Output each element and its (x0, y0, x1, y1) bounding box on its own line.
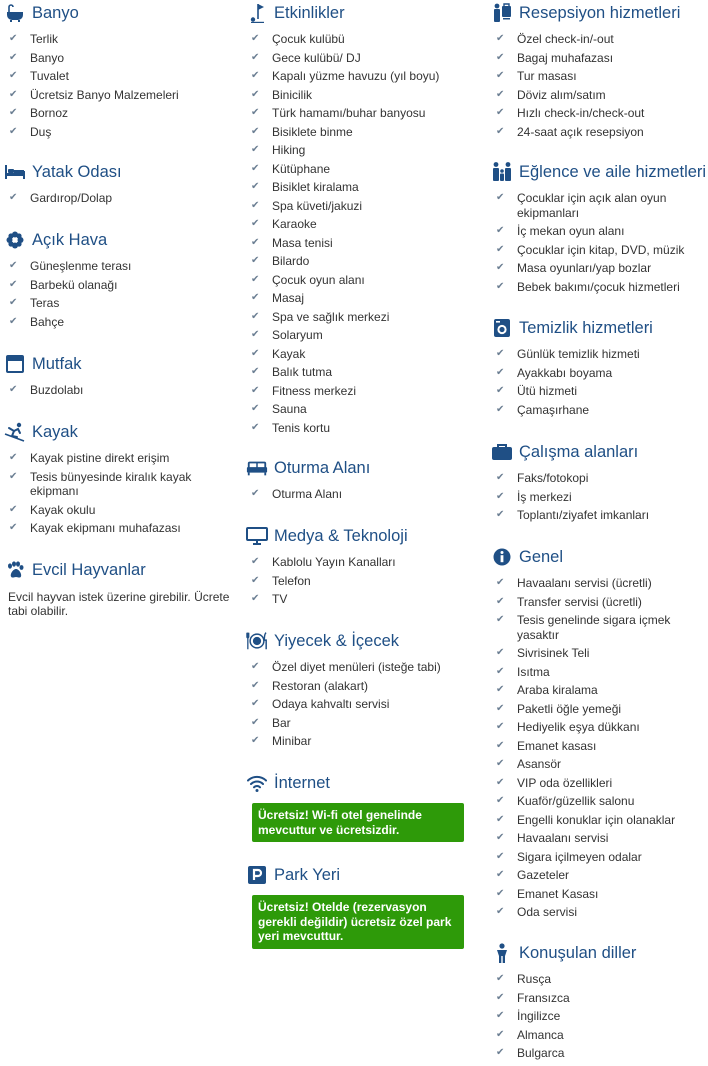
section-temizlik-hizmetleri (491, 317, 706, 421)
section-oturma-alani (246, 457, 478, 506)
facility-item: ✔ Bulgarca (491, 1046, 706, 1061)
facility-item: ✔ Özel check-in/-out (491, 32, 706, 47)
facility-item: ✔ Fransızca (491, 991, 706, 1006)
facility-item: ✔ Faks/fotokopi (491, 471, 706, 486)
facility-item: ✔ Çocuklar için kitap, DVD, müzik (491, 243, 706, 258)
facility-item: ✔ Teras (4, 296, 236, 311)
facility-item: ✔ Solaryum (246, 328, 478, 343)
facility-item: ✔ Telefon (246, 574, 478, 589)
section-calisma-alanlari (491, 441, 706, 527)
facility-list (491, 347, 706, 417)
section-banyo (4, 2, 236, 143)
facility-list (491, 972, 706, 1061)
free-description: Wi-fi otel genelinde mevcuttur ve ücretsizdir. (258, 808, 422, 837)
facility-item: ✔ Tenis kortu (246, 421, 478, 436)
facility-list (246, 555, 478, 607)
facility-item: ✔ Çocuk oyun alanı (246, 273, 478, 288)
facility-item: ✔ Bahçe (4, 315, 236, 330)
facility-item: ✔ Ayakkabı boyama (491, 366, 706, 381)
facility-item: ✔ Döviz alım/satım (491, 88, 706, 103)
facility-item: ✔ Spa küveti/jakuzi (246, 199, 478, 214)
facility-item: ✔ Engelli konuklar için olanaklar (491, 813, 706, 828)
section-header (246, 2, 478, 24)
facility-item: ✔ Balık tutma (246, 365, 478, 380)
facility-item: ✔ Hediyelik eşya dükkanı (491, 720, 706, 735)
section-header (246, 630, 478, 652)
section-header (491, 441, 706, 463)
free-label: Ücretsiz! (258, 900, 309, 914)
section-title: Konuşulan diller (519, 943, 637, 962)
facility-list (491, 191, 706, 294)
section-title: İnternet (274, 773, 330, 792)
dining-icon (246, 630, 268, 652)
facility-item: ✔ Çocuk kulübü (246, 32, 478, 47)
pets-policy-note: Evcil hayvan istek üzerine girebilir. Ücrete tabi olabilir. (8, 590, 230, 618)
facility-item: ✔ Minibar (246, 734, 478, 749)
facility-item: ✔ Masa oyunları/yap bozlar (491, 261, 706, 276)
section-title: Medya & Teknoloji (274, 526, 408, 545)
facility-item: ✔ Gardırop/Dolap (4, 191, 236, 206)
facility-item: ✔ Havaalanı servisi (491, 831, 706, 846)
ski-icon (4, 421, 26, 443)
facility-item: ✔ Havaalanı servisi (ücretli) (491, 576, 706, 591)
section-title: Eğlence ve aile hizmetleri (519, 162, 707, 181)
facility-item: ✔ Emanet kasası (491, 739, 706, 754)
section-title: Çalışma alanları (519, 442, 639, 461)
facility-item: ✔ Tuvalet (4, 69, 236, 84)
section-header (4, 161, 236, 183)
section-header (491, 317, 706, 339)
section-header (491, 2, 706, 24)
section-title: Kayak (32, 422, 78, 441)
facility-item: ✔ Kuaför/güzellik salonu (491, 794, 706, 809)
facility-item: ✔ Barbekü olanağı (4, 278, 236, 293)
free-internet-badge (252, 803, 464, 842)
monitor-icon (246, 525, 268, 547)
facility-item: ✔ Duş (4, 125, 236, 140)
facility-item: ✔ Transfer servisi (ücretli) (491, 595, 706, 610)
facility-item: ✔ Kapalı yüzme havuzu (yıl boyu) (246, 69, 478, 84)
facility-item: ✔ Buzdolabı (4, 383, 236, 398)
section-header (4, 353, 236, 375)
facility-list (4, 383, 236, 398)
bed-icon (4, 161, 26, 183)
facility-item: ✔ Kayak (246, 347, 478, 362)
section-title: Resepsiyon hizmetleri (519, 3, 681, 22)
section-acik-hava (4, 229, 236, 333)
facility-item: ✔ Kablolu Yayın Kanalları (246, 555, 478, 570)
section-genel (491, 546, 706, 924)
facility-item: ✔ Banyo (4, 51, 236, 66)
facility-item: ✔ Tur masası (491, 69, 706, 84)
section-title: Açık Hava (32, 230, 108, 249)
parking-icon (246, 864, 268, 886)
section-header (246, 864, 478, 886)
facility-item: ✔ Terlik (4, 32, 236, 47)
section-header (246, 772, 478, 794)
facility-item: ✔ Rusça (491, 972, 706, 987)
facility-item: ✔ Masa tenisi (246, 236, 478, 251)
facility-item: ✔ Bebek bakımı/çocuk hizmetleri (491, 280, 706, 295)
facility-item: ✔ İç mekan oyun alanı (491, 224, 706, 239)
briefcase-icon (491, 441, 513, 463)
wifi-icon (246, 772, 268, 794)
facility-item: ✔ Sivrisinek Teli (491, 646, 706, 661)
info-icon (491, 546, 513, 568)
section-title: Oturma Alanı (274, 458, 371, 477)
facility-item: ✔ Bar (246, 716, 478, 731)
section-header (4, 229, 236, 251)
facility-item: ✔ Kayak pistine direkt erişim (4, 451, 236, 466)
facility-item: ✔ Paketli öğle yemeği (491, 702, 706, 717)
washing-machine-icon (491, 317, 513, 339)
facility-item: ✔ Kayak okulu (4, 503, 236, 518)
facility-item: ✔ TV (246, 592, 478, 607)
facility-item: ✔ Hızlı check-in/check-out (491, 106, 706, 121)
facility-item: ✔ Ütü hizmeti (491, 384, 706, 399)
facility-item: ✔ Isıtma (491, 665, 706, 680)
facility-item: ✔ Tesis bünyesinde kiralık kayak ekipmanı (4, 470, 236, 499)
facility-item: ✔ Emanet Kasası (491, 887, 706, 902)
facility-item: ✔ Odaya kahvaltı servisi (246, 697, 478, 712)
concierge-icon (491, 2, 513, 24)
facility-item: ✔ Bisiklete binme (246, 125, 478, 140)
facility-list (4, 32, 236, 139)
sofa-icon (246, 457, 268, 479)
section-konusulan-diller (491, 942, 706, 1065)
flower-icon (4, 229, 26, 251)
facility-item: ✔ Sigara içilmeyen odalar (491, 850, 706, 865)
facility-item: ✔ Bornoz (4, 106, 236, 121)
facility-item: ✔ Oturma Alanı (246, 487, 478, 502)
kitchen-icon (4, 353, 26, 375)
section-title: Evcil Hayvanlar (32, 560, 146, 579)
facility-list (4, 259, 236, 329)
free-park-yeri-badge (252, 895, 464, 949)
facility-item: ✔ Spa ve sağlık merkezi (246, 310, 478, 325)
facility-item: ✔ Sauna (246, 402, 478, 417)
facility-list (4, 451, 236, 536)
facility-item: ✔ VIP oda özellikleri (491, 776, 706, 791)
facility-item: ✔ Kayak ekipmanı muhafazası (4, 521, 236, 536)
facility-list (246, 487, 478, 502)
free-label: Ücretsiz! (258, 808, 309, 822)
section-title: Park Yeri (274, 865, 341, 884)
facility-list (246, 32, 478, 435)
facility-item: ✔ Hiking (246, 143, 478, 158)
facility-item: ✔ Çamaşırhane (491, 403, 706, 418)
section-title: Temizlik hizmetleri (519, 318, 653, 337)
speaker-icon (491, 942, 513, 964)
facility-item: ✔ Fitness merkezi (246, 384, 478, 399)
facility-item: ✔ Türk hamamı/buhar banyosu (246, 106, 478, 121)
facility-item: ✔ Asansör (491, 757, 706, 772)
section-title: Yiyecek & İçecek (274, 631, 400, 650)
facility-list (491, 471, 706, 523)
section-medya-teknoloji (246, 525, 478, 611)
section-title: Genel (519, 547, 564, 566)
free-description: Otelde (rezervasyon gerekli değildir) ücretsiz özel park yeri mevcuttur. (258, 900, 452, 943)
section-header (4, 559, 236, 581)
section-header (246, 457, 478, 479)
bath-icon (4, 2, 26, 24)
facility-item: ✔ Çocuklar için açık alan oyun ekipmanları (491, 191, 706, 220)
facility-item: ✔ Özel diyet menüleri (isteğe tabi) (246, 660, 478, 675)
section-resepsiyon-hizmetleri (491, 2, 706, 143)
facility-item: ✔ Toplantı/ziyafet imkanları (491, 508, 706, 523)
facility-list (491, 32, 706, 139)
facility-item: ✔ Oda servisi (491, 905, 706, 920)
facility-list (246, 660, 478, 749)
facility-item: ✔ Binicilik (246, 88, 478, 103)
section-internet (246, 772, 478, 842)
facility-item: ✔ Masaj (246, 291, 478, 306)
section-header (4, 2, 236, 24)
section-header (246, 525, 478, 547)
facility-item: ✔ Gece kulübü/ DJ (246, 51, 478, 66)
facility-item: ✔ Bisiklet kiralama (246, 180, 478, 195)
section-title: Banyo (32, 3, 79, 22)
family-icon (491, 161, 513, 183)
facility-item: ✔ Gazeteler (491, 868, 706, 883)
facility-item: ✔ Araba kiralama (491, 683, 706, 698)
facility-item: ✔ Güneşlenme terası (4, 259, 236, 274)
section-title: Etkinlikler (274, 3, 345, 22)
facility-item: ✔ Karaoke (246, 217, 478, 232)
golf-icon (246, 2, 268, 24)
facility-item: ✔ Tesis genelinde sigara içmek yasaktır (491, 613, 706, 642)
facility-list (491, 576, 706, 920)
section-etkinlikler (246, 2, 478, 439)
section-yiyecek-icecek (246, 630, 478, 753)
facility-item: ✔ İngilizce (491, 1009, 706, 1024)
section-title: Mutfak (32, 354, 82, 373)
facility-item: ✔ Kütüphane (246, 162, 478, 177)
section-kayak (4, 421, 236, 540)
facility-item: ✔ Ücretsiz Banyo Malzemeleri (4, 88, 236, 103)
section-evcil-hayvanlar (4, 559, 236, 618)
facility-item: ✔ 24-saat açık resepsiyon (491, 125, 706, 140)
facility-item: ✔ Bagaj muhafazası (491, 51, 706, 66)
section-header (491, 942, 706, 964)
facility-item: ✔ Bilardo (246, 254, 478, 269)
section-park-yeri (246, 864, 478, 949)
section-header (491, 546, 706, 568)
facility-item: ✔ Restoran (alakart) (246, 679, 478, 694)
facility-item: ✔ Günlük temizlik hizmeti (491, 347, 706, 362)
facility-item: ✔ İş merkezi (491, 490, 706, 505)
facility-list (4, 191, 236, 206)
section-header (491, 161, 706, 183)
section-mutfak (4, 353, 236, 402)
paw-icon (4, 559, 26, 581)
section-eglence-ve-aile-hizmetleri (491, 161, 706, 298)
section-header (4, 421, 236, 443)
section-yatak-odasi (4, 161, 236, 210)
section-title: Yatak Odası (32, 162, 122, 181)
facility-item: ✔ Almanca (491, 1028, 706, 1043)
